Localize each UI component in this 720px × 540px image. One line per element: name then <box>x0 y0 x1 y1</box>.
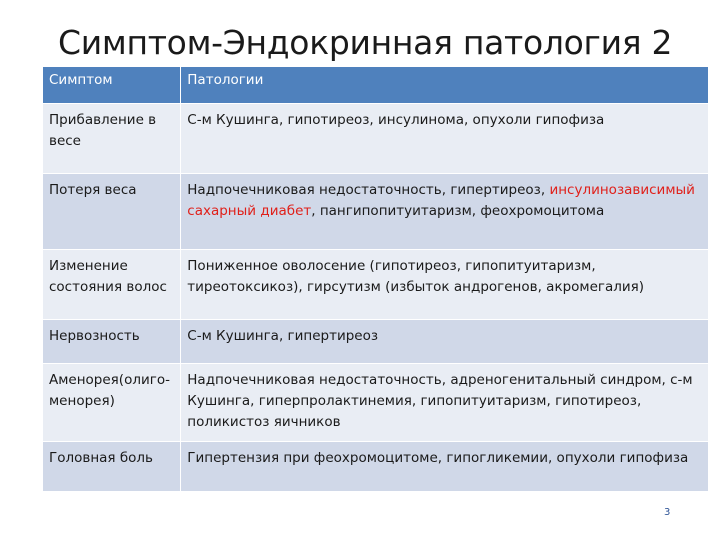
table-row <box>43 442 709 492</box>
pathology-cell: С-м Кушинга, гипертиреоз <box>181 320 709 364</box>
pathology-cell: С-м Кушинга, гипотиреоз, инсулинома, опухоли гипофиза <box>181 104 709 174</box>
pathology-text: Надпочечниковая недостаточность, гипертиреоз, <box>187 182 550 198</box>
pathology-cell: Гипертензия при феохромоцитоме, гипогликемии, опухоли гипофиза <box>181 442 709 492</box>
header-symptom: Симптом <box>43 67 181 104</box>
symptom-cell: Прибавление в весе <box>43 104 181 174</box>
pathology-text: , пангипопитуитаризм, феохромоцитома <box>311 203 605 219</box>
header-pathology: Патологии <box>181 67 709 104</box>
table-row <box>43 104 709 174</box>
symptom-cell: Аменорея(олиго-менорея) <box>43 364 181 442</box>
slide-title: Симптом-Эндокринная патология 2 <box>58 23 673 62</box>
symptom-cell: Потеря веса <box>43 174 181 250</box>
symptom-cell: Головная боль <box>43 442 181 492</box>
table-row <box>43 174 709 250</box>
table-row <box>43 320 709 364</box>
pathology-cell <box>181 174 709 250</box>
table-row <box>43 364 709 442</box>
symptom-cell: Изменение состояния волос <box>43 250 181 320</box>
highlighted-diagnosis: инсулинозависимый сахарный диабет <box>187 182 695 219</box>
symptom-pathology-table <box>42 66 709 492</box>
pathology-cell: Пониженное оволосение (гипотиреоз, гипопитуитаризм, тиреотоксикоз), гирсутизм (избыток андрогенов, акромегалия) <box>181 250 709 320</box>
table-header-row <box>43 67 709 104</box>
page-number: 3 <box>664 507 671 518</box>
table-row <box>43 250 709 320</box>
pathology-cell: Надпочечниковая недостаточность, адреногенитальный синдром, с-м Кушинга, гиперпролактинемия, гипопитуитаризм, гипотиреоз, поликистоз яичников <box>181 364 709 442</box>
symptom-cell: Нервозность <box>43 320 181 364</box>
